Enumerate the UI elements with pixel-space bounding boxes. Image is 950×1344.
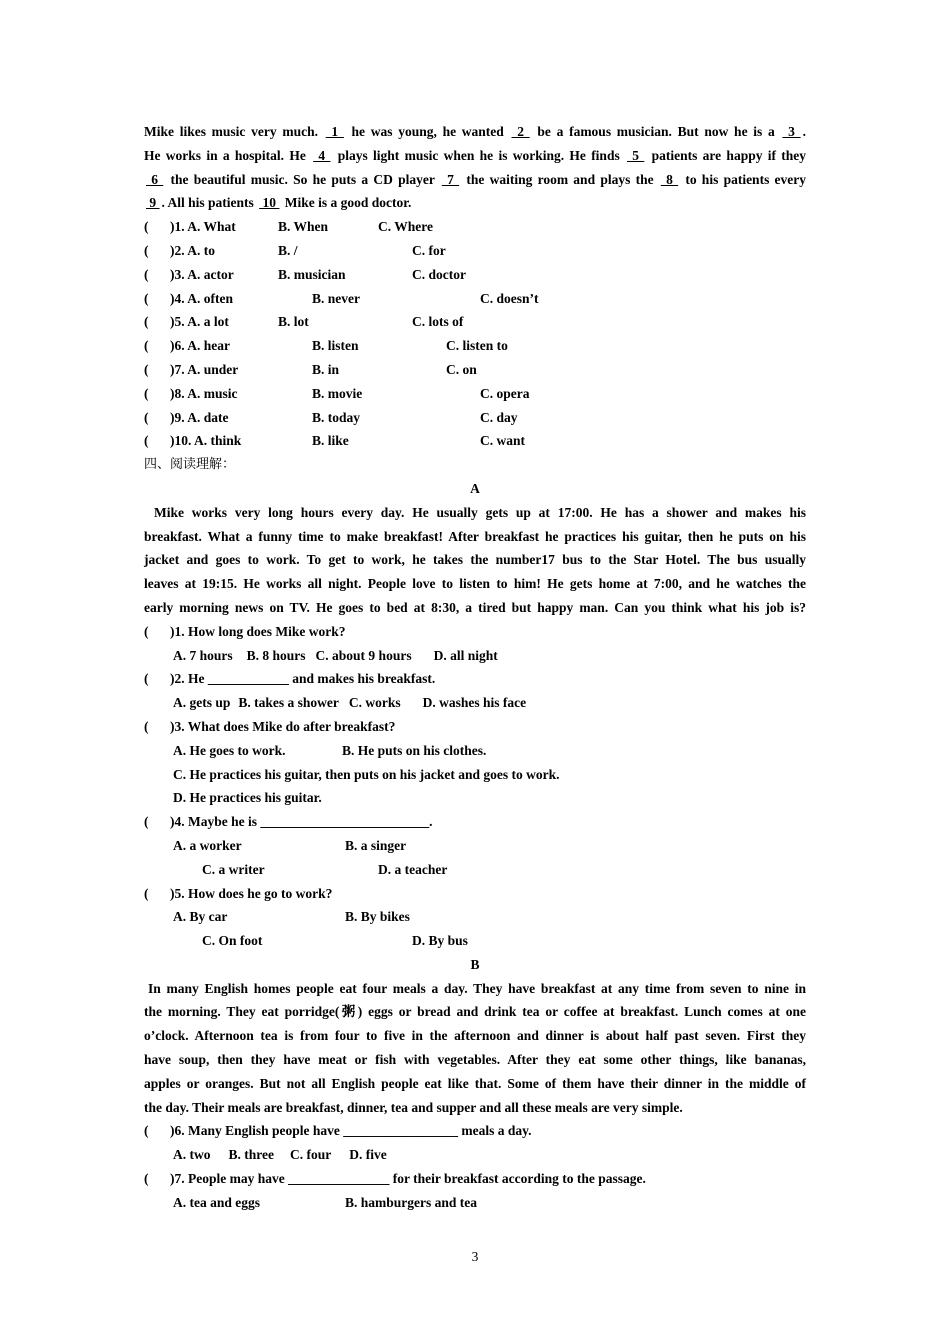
option: B. hamburgers and tea <box>345 1194 478 1210</box>
option: B. lot <box>278 314 309 330</box>
option: )6. A. hear <box>170 338 230 354</box>
cloze-blank[interactable]: 2 <box>511 124 530 139</box>
answer-paren[interactable]: ( <box>144 314 149 330</box>
cloze-text: Mike likes music very much. <box>144 124 324 139</box>
option: A. By car <box>173 909 228 925</box>
option: A. 7 hours <box>173 647 233 663</box>
passage-line: have soup, then they have meat or fish with vegetables. After they eat some other things, like bananas, <box>144 1052 806 1068</box>
cloze-blank[interactable]: 1 <box>325 124 344 139</box>
option: B. never <box>312 290 360 306</box>
option: )8. A. music <box>170 385 238 401</box>
cloze-text: Mike is a good doctor. <box>281 195 412 211</box>
cloze-blank[interactable]: 8 <box>660 171 679 187</box>
option: C. for <box>412 242 446 258</box>
cloze-line <box>144 168 806 192</box>
cloze-question <box>144 263 806 287</box>
cloze-text: to his patients every <box>680 171 807 187</box>
passage-a-text <box>144 501 806 620</box>
answer-paren[interactable]: ( <box>144 671 149 687</box>
answer-paren[interactable]: ( <box>144 885 149 901</box>
option: B. today <box>312 409 361 425</box>
answer-paren[interactable]: ( <box>144 623 149 639</box>
cloze-blank[interactable]: 10 <box>259 195 280 211</box>
option: C. works <box>348 695 401 711</box>
question-1: ( )1. How long does Mike work? <box>144 620 806 644</box>
cloze-question <box>144 310 806 334</box>
cloze-text: plays light music when he is working. He finds <box>332 147 625 163</box>
cloze-question <box>144 215 806 239</box>
option: C. day <box>480 409 518 425</box>
cloze-passage <box>144 120 806 215</box>
answer-paren[interactable]: ( <box>144 814 149 830</box>
answer-paren[interactable]: ( <box>144 266 149 282</box>
question-5-options-row1 <box>144 905 806 929</box>
cloze-blank[interactable]: 5 <box>627 147 645 163</box>
option: C. doesn’t <box>480 290 539 306</box>
option: C. listen to <box>446 338 508 354</box>
option: C. four <box>290 1147 332 1163</box>
cloze-line <box>144 120 806 144</box>
option: B. a singer <box>345 837 407 853</box>
answer-paren[interactable]: ( <box>144 290 149 306</box>
option: C. He practices his guitar, then puts on his jacket and goes to work. <box>173 766 560 782</box>
option: D. washes his face <box>422 695 527 711</box>
question-6: ( )6. Many English people have _________________ meals a day. <box>144 1119 806 1143</box>
cloze-blank[interactable]: 3 <box>782 124 801 139</box>
answer-paren[interactable]: ( <box>144 433 149 449</box>
passage-b-heading: B <box>470 956 480 972</box>
option: )5. A. a lot <box>170 314 229 330</box>
cloze-question <box>144 358 806 382</box>
cloze-question <box>144 406 806 430</box>
question-4-options-row1 <box>144 834 806 858</box>
question-2-options <box>144 691 806 715</box>
option: )10. A. think <box>170 433 242 449</box>
cloze-question <box>144 287 806 311</box>
option: )3. A. actor <box>170 266 234 282</box>
option: B. takes a shower <box>238 695 339 711</box>
option: )1. A. What <box>170 219 236 235</box>
option: B. / <box>278 242 298 258</box>
answer-paren[interactable]: ( <box>144 242 149 258</box>
option: B. When <box>278 219 329 235</box>
cloze-text: . <box>802 124 806 139</box>
option: )2. A. to <box>170 242 215 258</box>
cloze-line <box>144 191 806 215</box>
option: C. on <box>446 361 477 377</box>
passage-line: early morning news on TV. He goes to bed at 8:30, a tired but happy man. Can you think what his job is? <box>144 599 806 615</box>
cloze-blank[interactable]: 9 <box>146 195 160 211</box>
cloze-questions <box>144 215 806 453</box>
option: D. all night <box>433 647 498 663</box>
cloze-text: the waiting room and plays the <box>461 171 659 187</box>
answer-paren[interactable]: ( <box>144 219 149 235</box>
passage-line: jacket and goes to work. To get to work, he takes the number17 bus to the Star Hotel. The bus usually <box>144 552 806 568</box>
option: A. tea and eggs <box>173 1194 260 1210</box>
option: A. He goes to work. <box>173 742 286 758</box>
cloze-text: he was young, he wanted <box>345 124 510 139</box>
cloze-question <box>144 382 806 406</box>
option: B. musician <box>278 266 346 282</box>
option: B. 8 hours <box>246 647 306 663</box>
question-5-options-row2 <box>144 929 806 953</box>
option: D. By bus <box>412 933 468 949</box>
option: C. a writer <box>202 861 265 877</box>
question-2: ( )2. He ____________ and makes his breakfast. <box>144 667 806 691</box>
question-1-options <box>144 644 806 668</box>
question-7: ( )7. People may have _______________ for their breakfast according to the passage. <box>144 1167 806 1191</box>
passage-b-text <box>144 977 806 1120</box>
cloze-line <box>144 144 806 168</box>
passage-line: breakfast. What a funny time to make breakfast! After breakfast he practices his guitar, then he puts on his <box>144 528 806 544</box>
passage-line: leaves at 19:15. He works all night. People love to listen to him! He gets home at 7:00, and he watches the <box>144 576 806 592</box>
option: B. By bikes <box>345 909 410 925</box>
passage-line: the morning. They eat porridge(粥) eggs or bread and drink tea or coffee at breakfast. Lunch comes at one <box>144 1004 806 1020</box>
option: B. listen <box>312 338 359 354</box>
section-title: 四、阅读理解： <box>144 457 236 473</box>
answer-paren[interactable]: ( <box>144 1123 149 1139</box>
cloze-text: be a famous musician. But now he is a <box>531 124 781 139</box>
answer-paren[interactable]: ( <box>144 409 149 425</box>
option: B. like <box>312 433 349 449</box>
answer-paren[interactable]: ( <box>144 718 149 734</box>
document-page <box>144 120 806 1215</box>
option: A. gets up <box>173 695 231 711</box>
option: )9. A. date <box>170 409 229 425</box>
option: D. He practices his guitar. <box>173 790 322 806</box>
option: D. a teacher <box>378 861 448 877</box>
cloze-text: . All his patients <box>161 195 258 211</box>
answer-paren[interactable]: ( <box>144 385 149 401</box>
option: A. a worker <box>173 837 242 853</box>
cloze-blank[interactable]: 7 <box>441 171 460 187</box>
cloze-text: He works in a hospital. He <box>144 147 312 163</box>
cloze-blank[interactable]: 4 <box>313 147 331 163</box>
cloze-question <box>144 334 806 358</box>
option: C. lots of <box>412 314 464 330</box>
option: )7. A. under <box>170 361 239 377</box>
cloze-text: patients are happy if they <box>646 147 807 163</box>
passage-line: Mike works very long hours every day. He usually gets up at 17:00. He has a shower and makes his <box>154 504 806 520</box>
option: A. two <box>173 1147 211 1163</box>
cloze-text: the beautiful music. So he puts a CD player <box>165 171 440 187</box>
cloze-question <box>144 239 806 263</box>
option: C. doctor <box>412 266 466 282</box>
option: B. three <box>228 1147 274 1163</box>
cloze-blank[interactable]: 6 <box>146 171 164 187</box>
question-4: ( )4. Maybe he is _________________________. <box>144 810 806 834</box>
answer-paren[interactable]: ( <box>144 1171 149 1187</box>
passage-line: o’clock. Afternoon tea is from four to five in the afternoon and dinner is about half past seven. First they <box>144 1028 806 1044</box>
passage-line: apples or oranges. But not all English people eat like that. Some of them have their dinner in the middle of <box>144 1075 806 1091</box>
option: )4. A. often <box>170 290 233 306</box>
option: B. in <box>312 361 340 377</box>
question-3-options <box>144 739 806 763</box>
question-6-options <box>144 1143 806 1167</box>
option: C. On foot <box>202 933 263 949</box>
option: C. Where <box>378 219 433 235</box>
option: D. five <box>349 1147 387 1163</box>
passage-a-heading: A <box>470 480 480 496</box>
passage-line: the day. Their meals are breakfast, dinner, tea and supper and all these meals are very simple. <box>144 1099 683 1115</box>
question-5: ( )5. How does he go to work? <box>144 882 806 906</box>
answer-paren[interactable]: ( <box>144 361 149 377</box>
option: B. He puts on his clothes. <box>342 742 487 758</box>
question-4-options-row2 <box>144 858 806 882</box>
option: C. want <box>480 433 526 449</box>
question-7-options <box>144 1191 806 1215</box>
answer-paren[interactable]: ( <box>144 338 149 354</box>
option: B. movie <box>312 385 363 401</box>
option: C. about 9 hours <box>315 647 412 663</box>
passage-line: In many English homes people eat four meals a day. They have breakfast at any time from seven to nine in <box>148 980 806 996</box>
page-number: 3 <box>471 1249 479 1264</box>
option: C. opera <box>480 385 530 401</box>
question-3: ( )3. What does Mike do after breakfast? <box>144 715 806 739</box>
cloze-question <box>144 429 806 453</box>
